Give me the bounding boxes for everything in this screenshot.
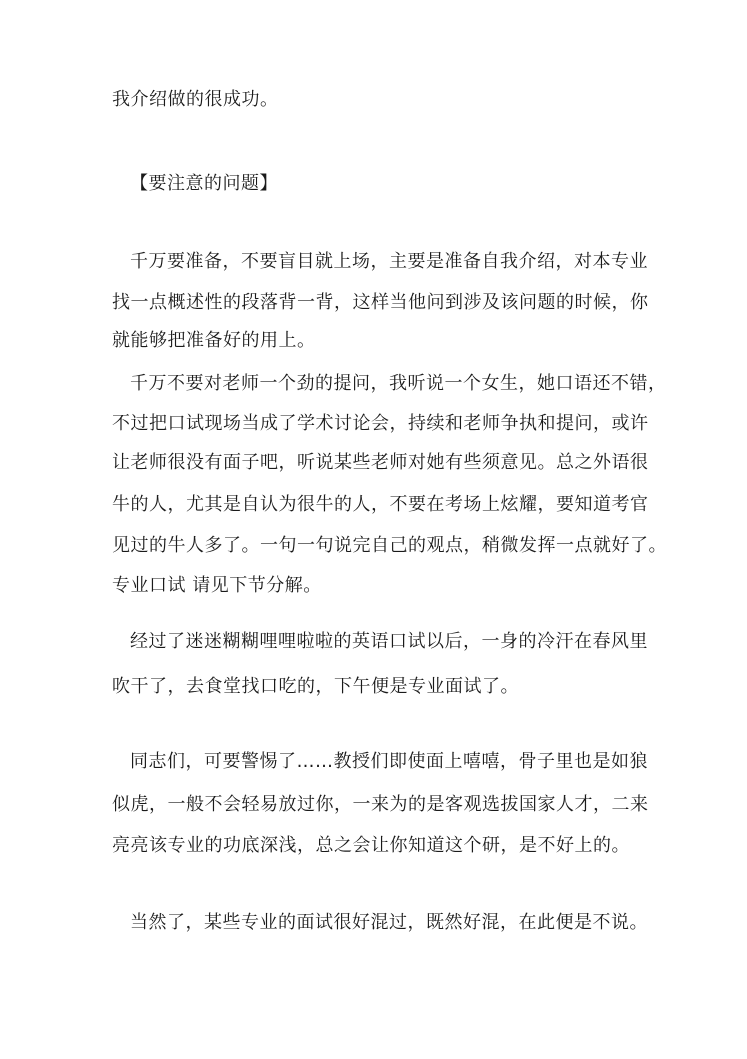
paragraph-line-3: 千万要准备，不要盲目就上场，主要是准备自我介绍，对本专业 (130, 251, 648, 272)
paragraph-line-12: 经过了迷迷糊糊哩哩啦啦的英语口试以后，一身的冷汗在春风里 (130, 631, 648, 652)
paragraph-line-8: 让老师很没有面子吧，听说某些老师对她有些须意见。总之外语很 (112, 452, 649, 473)
paragraph-line-4: 找一点概述性的段落背一背，这样当他问到涉及该问题的时候，你 (112, 292, 649, 313)
paragraph-line-13: 吹干了，去食堂找口吃的，下午便是专业面试了。 (112, 676, 519, 697)
paragraph-line-10: 见过的牛人多了。一句一句说完自己的观点，稍微发挥一点就好了。 (112, 535, 667, 556)
paragraph-line-17: 当然了，某些专业的面试很好混过，既然好混，在此便是不说。 (130, 912, 648, 933)
paragraph-line-16: 亮亮该专业的功底深浅，总之会让你知道这个研，是不好上的。 (112, 835, 630, 856)
paragraph-line-11: 专业口试 请见下节分解。 (112, 575, 322, 596)
section-heading: 【要注意的问题】 (130, 173, 278, 194)
paragraph-line-9: 牛的人，尤其是自认为很牛的人，不要在考场上炫耀，要知道考官 (112, 494, 649, 515)
paragraph-line-6: 千万不要对老师一个劲的提问，我听说一个女生，她口语还不错， (130, 373, 667, 394)
paragraph-line-14: 同志们，可要警惕了……教授们即使面上嘻嘻，骨子里也是如狼 (130, 751, 648, 772)
paragraph-line-1: 我介绍做的很成功。 (112, 89, 279, 110)
paragraph-line-15: 似虎，一般不会轻易放过你，一来为的是客观选拔国家人才，二来 (112, 794, 649, 815)
paragraph-line-7: 不过把口试现场当成了学术讨论会，持续和老师争执和提问，或许 (112, 413, 649, 434)
paragraph-line-5: 就能够把准备好的用上。 (112, 330, 316, 351)
